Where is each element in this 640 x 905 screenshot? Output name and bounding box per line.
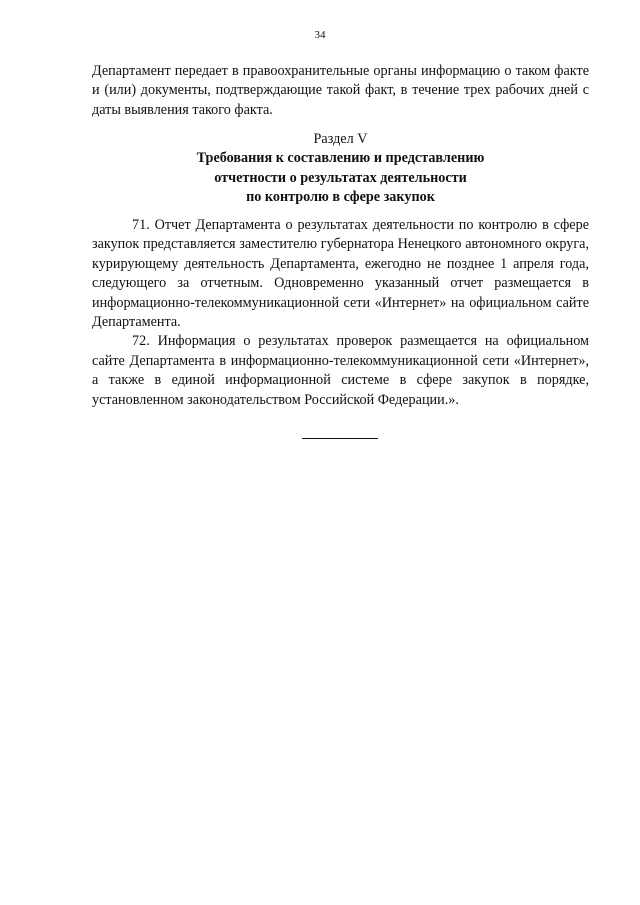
section-heading [92,130,589,208]
section-label: Раздел V [313,131,368,147]
section-body [92,216,589,410]
section-title-line-1: Требования к составлению и представлению [196,150,485,167]
section-title-line-3: по контролю в сфере закупок [246,189,435,206]
paragraph-72: 72. Информация о результатах проверок размещается на официальном сайте Департамента в информационно-телекоммуникационной сети «Интернет», а также в единой информационной системе в сфере закупок в порядке, установленном законодательством Российской Федерации.». [92,333,589,408]
page-number: 34 [314,29,326,41]
intro-paragraph: Департамент передает в правоохранительные органы информацию о таком факте и (или) документы, подтверждающие такой факт, в течение трех рабочих дней с даты выявления такого факта. [92,63,589,118]
end-divider [302,438,378,439]
section-title-line-2: отчетности о результатах деятельности [214,169,467,186]
paragraph-71: 71. Отчет Департамента о результатах деятельности по контролю в сфере закупок представляется заместителю губернатора Ненецкого автономного округа, курирующему деятельность Департамента, ежегодно не позднее 1 апреля года, следующего за отчетным. Одновременно указанный отчет размещается в информационно-телекоммуникационной сети «Интернет» на официальном сайте Департамента. [92,217,589,331]
intro-paragraph-block [92,62,589,120]
